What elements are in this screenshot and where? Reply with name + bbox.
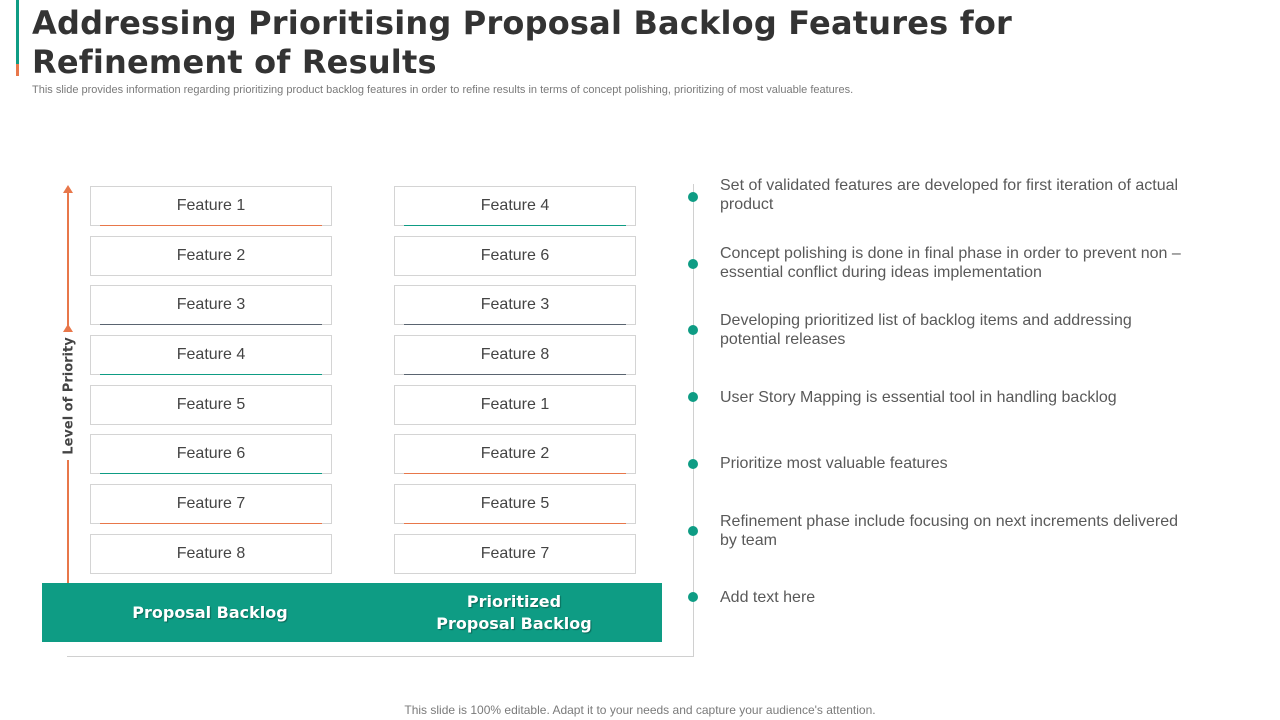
bullet-text: Concept polishing is done in final phase in order to prevent non – essential conflict during ideas implementation — [720, 245, 1181, 281]
page-subtitle: This slide provides information regarding prioritizing product backlog features in order to refine results in terms of concept polishing, prioritizing of most valuable features. — [32, 84, 854, 96]
feature-label: Feature 6 — [176, 445, 246, 463]
feature-box — [90, 335, 332, 375]
feature-label: Feature 5 — [176, 395, 246, 413]
feature-label: Feature 8 — [176, 544, 246, 562]
feature-box — [90, 236, 332, 276]
feature-underline — [404, 473, 626, 475]
feature-underline — [100, 374, 322, 376]
feature-label: Feature 6 — [480, 246, 550, 264]
feature-box — [394, 285, 636, 325]
feature-label: Feature 3 — [480, 296, 550, 314]
bullet-dot-icon — [688, 325, 698, 335]
title-accent-mark — [16, 64, 19, 76]
feature-box — [90, 434, 332, 474]
bullet-dot-icon — [688, 526, 698, 536]
feature-label: Feature 8 — [480, 346, 550, 364]
feature-underline — [404, 324, 626, 326]
feature-label: Feature 2 — [480, 445, 550, 463]
prioritized-backlog-label-line1: Prioritized — [466, 591, 562, 611]
feature-label: Feature 3 — [176, 296, 246, 314]
bullet-text: Set of validated features are developed for first iteration of actual product — [720, 177, 1179, 213]
priority-axis-arrow-icon — [63, 185, 73, 193]
bullet-dot-icon — [688, 259, 698, 269]
feature-box — [394, 236, 636, 276]
bullet-dot-icon — [688, 392, 698, 402]
feature-box — [394, 335, 636, 375]
feature-underline — [404, 374, 626, 376]
feature-underline — [100, 473, 322, 475]
feature-box — [90, 285, 332, 325]
feature-underline — [404, 523, 626, 525]
bullet-dot-icon — [688, 592, 698, 602]
bullet-text: Refinement phase include focusing on next increments delivered by team — [720, 513, 1179, 549]
proposal-backlog-column — [90, 186, 332, 584]
feature-box — [90, 484, 332, 524]
bullet-text: Prioritize most valuable features — [720, 455, 948, 472]
feature-underline — [100, 523, 322, 525]
bullet-text: User Story Mapping is essential tool in handling backlog — [720, 389, 1117, 406]
proposal-backlog-label: Proposal Backlog — [132, 602, 288, 622]
feature-label: Feature 4 — [176, 346, 246, 364]
footer-note: This slide is 100% editable. Adapt it to your needs and capture your audience's attention. — [404, 703, 876, 717]
feature-box — [394, 484, 636, 524]
feature-box — [394, 534, 636, 574]
feature-box — [90, 534, 332, 574]
prioritized-backlog-label-line2: Proposal Backlog — [436, 613, 592, 633]
feature-box — [394, 186, 636, 226]
feature-box — [394, 385, 636, 425]
bullet-text: Add text here — [720, 589, 816, 606]
prioritized-backlog-label — [389, 583, 639, 642]
priority-axis-arrow-mid-icon — [63, 324, 73, 332]
feature-underline — [100, 324, 322, 326]
feature-label: Feature 7 — [176, 495, 246, 513]
priority-axis-label: Level of Priority — [61, 337, 77, 455]
feature-box — [90, 186, 332, 226]
bullet-text: Developing prioritized list of backlog items and addressing potential releases — [720, 312, 1132, 348]
priority-axis-line-upper — [67, 190, 69, 330]
frame-right-rule — [693, 184, 694, 657]
feature-box — [90, 385, 332, 425]
feature-underline — [404, 225, 626, 227]
feature-box — [394, 434, 636, 474]
priority-axis-line-lower — [67, 460, 69, 584]
feature-label: Feature 7 — [480, 544, 550, 562]
feature-label: Feature 1 — [480, 395, 550, 413]
feature-label: Feature 5 — [480, 495, 550, 513]
feature-label: Feature 4 — [480, 197, 550, 214]
bullet-dot-icon — [688, 192, 698, 202]
feature-underline — [100, 225, 322, 227]
backlog-label-band — [42, 583, 662, 642]
bullet-dot-icon — [688, 459, 698, 469]
prioritized-backlog-column — [394, 186, 636, 584]
page-title: Addressing Prioritising Proposal Backlog Features for Refinement of Results — [32, 4, 1012, 81]
feature-label: Feature 2 — [176, 246, 246, 264]
frame-bottom-rule — [67, 656, 694, 657]
feature-label: Feature 1 — [176, 197, 246, 214]
